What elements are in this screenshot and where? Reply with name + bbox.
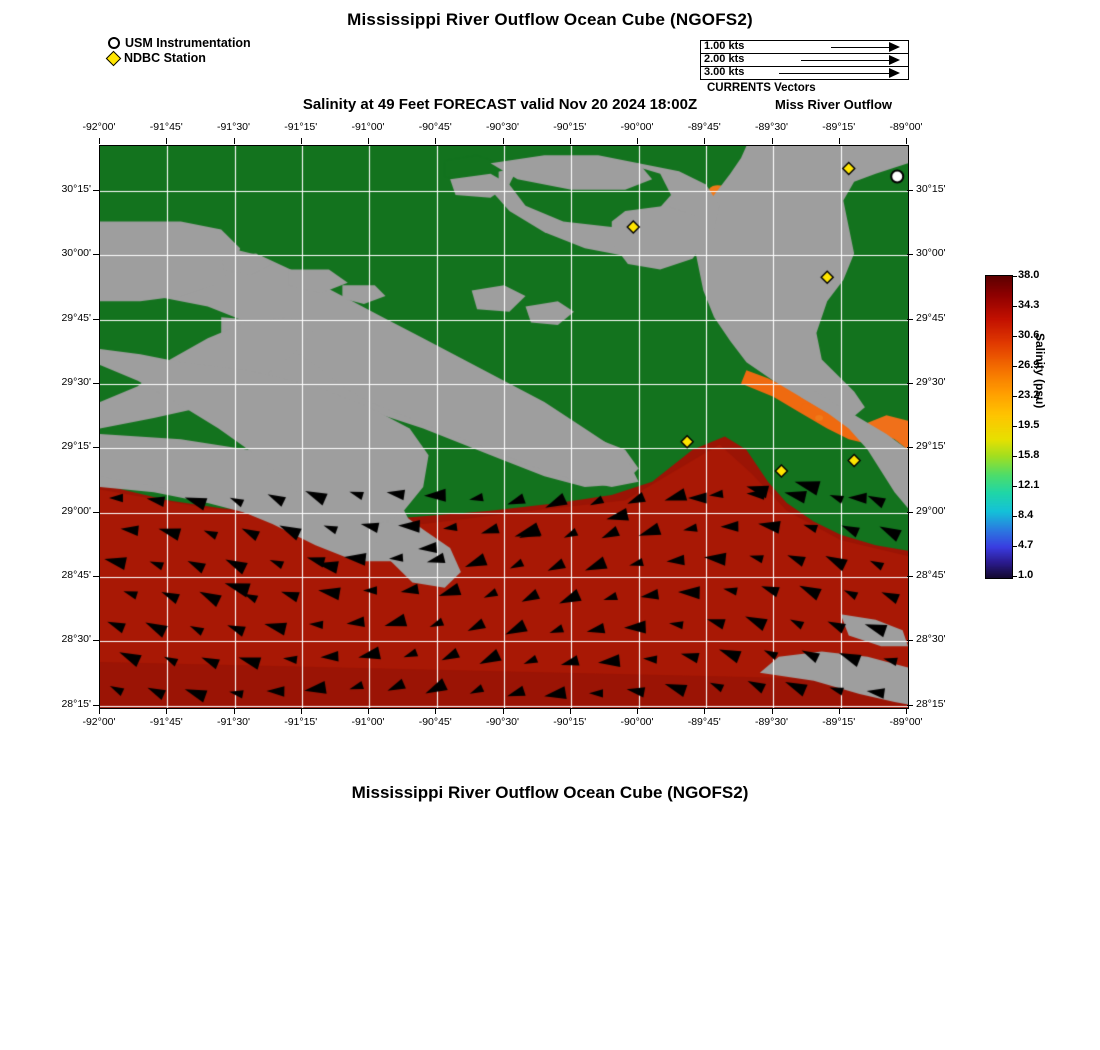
x-tick-label: -91°30' (216, 121, 251, 133)
colorbar-tick-mark (1012, 576, 1017, 577)
x-tick-label: -89°30' (754, 121, 789, 133)
y-tick-label: 28°15' (916, 697, 946, 710)
y-tick-label: 30°00' (916, 247, 946, 260)
colorbar-tick-mark (1012, 546, 1017, 547)
legend-item-usm (108, 36, 251, 50)
y-tick-label: 29°45' (61, 311, 91, 324)
colorbar-tick-label: 4.7 (1018, 539, 1034, 551)
x-tick-label: -92°00' (82, 716, 116, 728)
colorbar-tick-mark (1012, 516, 1017, 517)
colorbar-tick-mark (1012, 396, 1017, 397)
x-tick-label: -91°15' (284, 716, 318, 728)
x-tick-label: -89°45' (687, 121, 721, 133)
colorbar-tick-label: 19.5 (1018, 419, 1040, 431)
y-tick-label: 29°00' (916, 504, 946, 517)
x-tick-mark (637, 138, 638, 144)
currents-key-label: 3.00 kts (704, 66, 745, 78)
y-tick-label: 28°30' (916, 633, 946, 646)
y-tick-label: 28°15' (61, 697, 91, 710)
x-tick-mark (301, 138, 302, 144)
x-tick-mark (166, 138, 167, 144)
x-tick-label: -89°15' (822, 716, 856, 728)
y-tick-label: 30°15' (916, 183, 946, 195)
diamond-marker-icon (106, 50, 122, 66)
station-legend (108, 36, 251, 66)
currents-key-label: 1.00 kts (704, 40, 745, 52)
y-tick-label: 30°00' (61, 247, 91, 260)
x-tick-label: -91°15' (284, 121, 318, 133)
x-tick-label: -91°00' (351, 716, 385, 728)
legend-label-usm: USM Instrumentation (125, 36, 251, 50)
x-tick-mark (704, 138, 705, 144)
page-title: Mississippi River Outflow Ocean Cube (NGOFS2) (347, 10, 753, 29)
x-tick-label: -89°15' (822, 121, 856, 133)
currents-caption: CURRENTS Vectors (707, 82, 816, 94)
colorbar-tick-label: 34.3 (1018, 299, 1040, 311)
map-subtitle: Salinity at 49 Feet FORECAST valid Nov 20 2024 18:00Z (302, 96, 698, 113)
colorbar-tick-mark (1012, 486, 1017, 487)
x-tick-label: -91°45' (149, 716, 183, 728)
colorbar-tick-mark (1012, 456, 1017, 457)
x-tick-label: -89°00' (889, 121, 923, 133)
colorbar-tick-label: 12.1 (1018, 479, 1040, 491)
x-tick-mark (906, 138, 907, 144)
colorbar-tick-label: 8.4 (1018, 509, 1034, 521)
x-tick-label: -90°00' (620, 716, 654, 728)
colorbar-tick-label: 15.8 (1018, 449, 1040, 461)
circle-marker-icon (108, 37, 120, 49)
y-tick-label: 29°00' (61, 504, 91, 517)
vector-arrow-2kt (889, 55, 900, 65)
x-tick-label: -92°00' (82, 121, 116, 133)
legend-item-ndbc (108, 51, 251, 65)
x-tick-mark (435, 138, 436, 144)
y-tick-label: 29°45' (916, 311, 946, 324)
y-tick-label: 28°30' (61, 633, 91, 646)
x-tick-mark (234, 138, 235, 144)
x-tick-label: -91°00' (351, 121, 385, 133)
colorbar-gradient (985, 275, 1013, 579)
colorbar-tick-label: 30.6 (1018, 329, 1040, 341)
colorbar-tick-mark (1012, 366, 1017, 367)
x-tick-label: -90°30' (485, 716, 520, 728)
y-tick-label: 28°45' (61, 569, 91, 582)
x-tick-label: -90°15' (553, 716, 587, 728)
y-tick-label: 29°15' (916, 440, 946, 453)
x-tick-mark (503, 138, 504, 144)
y-tick-label: 28°45' (916, 569, 946, 582)
x-tick-label: -90°45' (418, 716, 452, 728)
colorbar-tick-label: 1.0 (1018, 569, 1034, 581)
legend-label-ndbc: NDBC Station (124, 51, 206, 65)
outflow-label: Miss River Outflow (775, 97, 893, 112)
currents-key-label: 2.00 kts (704, 53, 745, 65)
x-tick-label: -91°45' (149, 121, 183, 133)
colorbar-tick-label: 23.2 (1018, 389, 1040, 401)
x-tick-label: -89°30' (754, 716, 789, 728)
y-tick-label: 29°15' (61, 440, 91, 453)
y-tick-label: 29°30' (916, 376, 946, 389)
vector-arrow-3kt (889, 68, 900, 78)
y-tick-label: 29°30' (61, 376, 91, 389)
x-tick-label: -89°45' (687, 716, 721, 728)
x-tick-mark (570, 138, 571, 144)
x-tick-label: -90°00' (620, 121, 654, 133)
colorbar-tick-label: 26.9 (1018, 359, 1040, 371)
vector-line-1kt (831, 47, 891, 48)
x-tick-label: -90°30' (485, 121, 520, 133)
colorbar-tick-mark (1012, 336, 1017, 337)
x-tick-mark (368, 138, 369, 144)
x-tick-label: -90°45' (418, 121, 452, 133)
x-tick-label: -90°15' (553, 121, 587, 133)
map-plot-area[interactable] (99, 145, 909, 709)
y-tick-label: 30°15' (61, 183, 91, 195)
bottom-title: Mississippi River Outflow Ocean Cube (NGOFS2) (351, 783, 749, 802)
vector-line-3kt (779, 73, 891, 74)
map-canvas[interactable] (100, 146, 908, 708)
currents-key-row (701, 67, 908, 79)
vector-arrow-1kt (889, 42, 900, 52)
x-tick-label: -89°00' (889, 716, 923, 728)
colorbar-tick-mark (1012, 306, 1017, 307)
x-tick-label: -91°30' (216, 716, 251, 728)
colorbar-tick-mark (1012, 426, 1017, 427)
colorbar-title: Salinity (psu) (1033, 333, 1047, 409)
currents-vector-key (700, 40, 909, 80)
colorbar-tick-mark (1012, 276, 1017, 277)
vector-line-2kt (801, 60, 891, 61)
x-tick-mark (839, 138, 840, 144)
colorbar-tick-label: 38.0 (1018, 269, 1040, 281)
x-tick-mark (772, 138, 773, 144)
x-tick-mark (99, 138, 100, 144)
